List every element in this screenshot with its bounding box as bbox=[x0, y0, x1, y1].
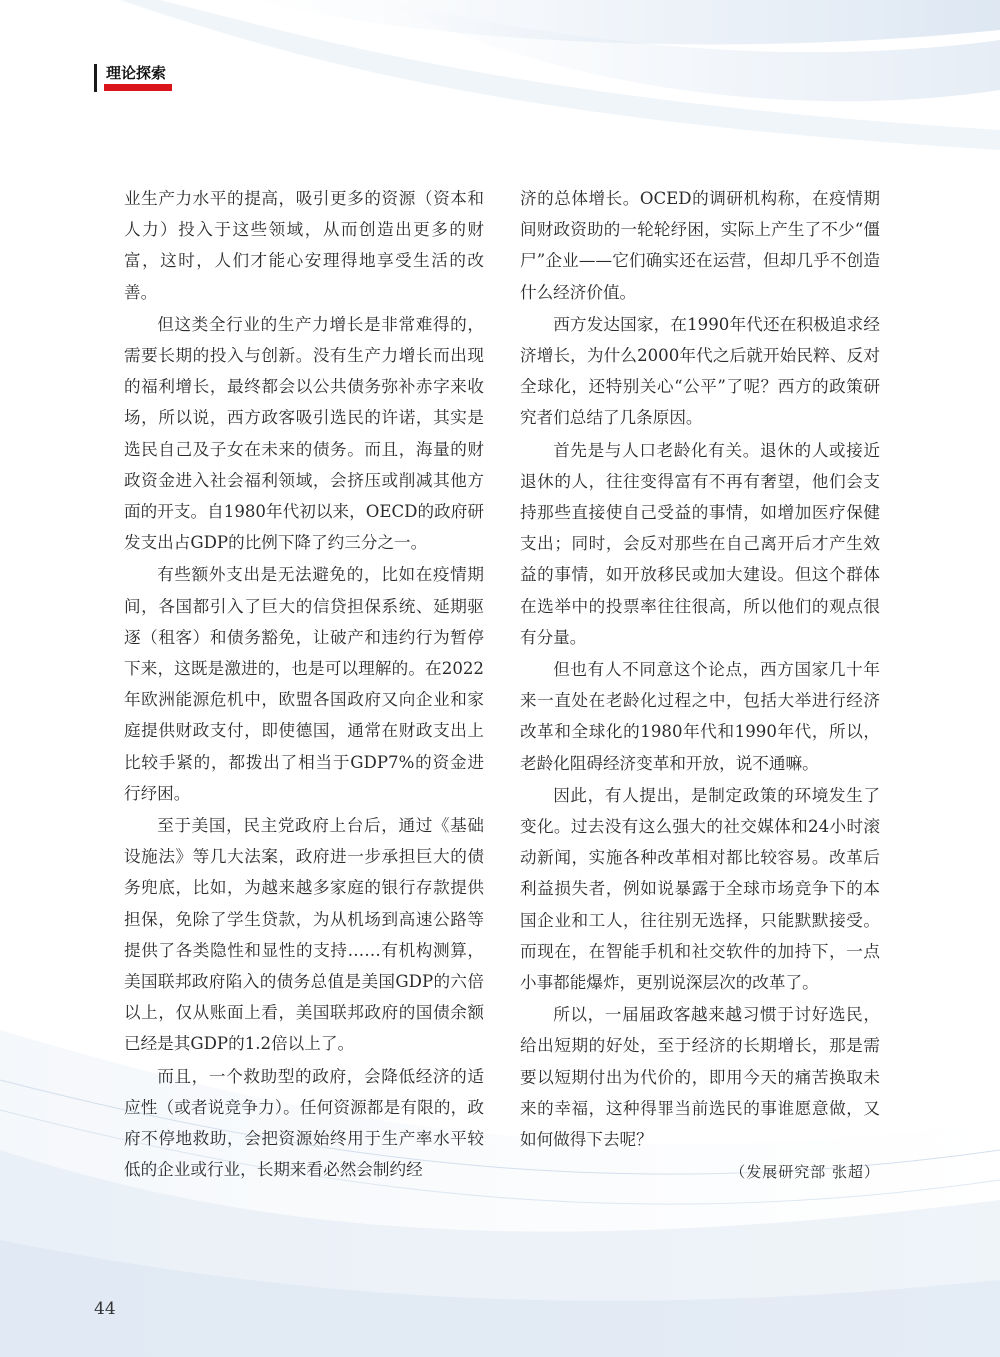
paragraph: 至于美国，民主党政府上台后，通过《基础设施法》等几大法案，政府进一步承担巨大的债务兜底，比如，为越来越多家庭的银行存款提供担保，免除了学生贷款，为从机场到高速公路等提供了各类隐性和显性的支持……有机构测算，美国联邦政府陷入的债务总值是美国GDP的六倍以上，仅从账面上看，美国联邦政府的国债余额已经是其GDP的1.2倍以上了。 bbox=[124, 816, 484, 1054]
paragraph: 首先是与人口老龄化有关。退休的人或接近退休的人，往往变得富有不再有奢望，他们会支持那些直接使自己受益的事情，如增加医疗保健支出；同时，会反对那些在自己离开后才产生效益的事情，如开放移民或加大建设。但这个群体在选举中的投票率往往很高，所以他们的观点很有分量。 bbox=[520, 440, 880, 647]
paragraph: 但这类全行业的生产力增长是非常难得的，需要长期的投入与创新。没有生产力增长而出现的福利增长，最终都会以公共债务弥补赤字来收场，所以说，西方政客吸引选民的许诺，其实是选民自己及子女在未来的债务。而且，海量的财政资金进入社会福利领域，会挤压或削减其他方面的开支。自1980年代初以来，OECD的政府研发支出占GDP的比例下降了约三分之一。 bbox=[124, 314, 484, 553]
header-vertical-bar bbox=[94, 64, 97, 92]
paragraph: 所以，一届届政客越来越习惯于讨好选民，给出短期的好处，至于经济的长期增长，那是需要以短期付出为代价的，即用今天的痛苦换取未来的幸福，这种得罪当前选民的事谁愿意做，又如何做得下去呢？ bbox=[520, 1005, 880, 1150]
paragraph: 西方发达国家，在1990年代还在积极追求经济增长，为什么2000年代之后就开始民粹、反对全球化，还特别关心“公平”了呢？西方的政策研究者们总结了几条原因。 bbox=[520, 314, 880, 428]
left-column bbox=[124, 183, 484, 1187]
paragraph: 但也有人不同意这个论点，西方国家几十年来一直处在老龄化过程之中，包括大举进行经济改革和全球化的1980年代和1990年代，所以，老龄化阻碍经济变革和开放，说不通嘛。 bbox=[520, 660, 880, 773]
section-title: 理论探索 bbox=[106, 64, 167, 82]
author-signature: （发展研究部 张超） bbox=[730, 1163, 880, 1182]
paragraph: 因此，有人提出，是制定政策的环境发生了变化。过去没有这么强大的社交媒体和24小时滚动新闻，实施各种改革相对都比较容易。改革后利益损失者，例如说暴露于全球市场竞争下的本国企业和工人，往往别无选择，只能默默接受。而现在，在智能手机和社交软件的加持下，一点小事都能爆炸，更别说深层次的改革了。 bbox=[520, 785, 880, 993]
right-column bbox=[520, 183, 880, 1190]
paragraph: 业生产力水平的提高，吸引更多的资源（资本和人力）投入于这些领域，从而创造出更多的财富，这时，人们才能心安理得地享受生活的改善。 bbox=[124, 189, 484, 302]
header-red-underline bbox=[104, 84, 172, 91]
paragraph: 有些额外支出是无法避免的，比如在疫情期间，各国都引入了巨大的信贷担保系统、延期驱逐（租客）和债务豁免，让破产和违约行为暂停下来，这既是激进的，也是可以理解的。在2022年欧洲能源危机中，欧盟各国政府又向企业和家庭提供财政支付，即使德国，通常在财政支出上比较手紧的，都拨出了相当于GDP7%的资金进行纾困。 bbox=[124, 565, 484, 803]
page-number: 44 bbox=[94, 1299, 116, 1319]
paragraph: 而且，一个救助型的政府，会降低经济的适应性（或者说竞争力）。任何资源都是有限的，政府不停地救助，会把资源始终用于生产率水平较低的企业或行业，长期来看必然会制约经 bbox=[124, 1066, 484, 1180]
paragraph: 济的总体增长。OCED的调研机构称，在疫情期间财政资助的一轮轮纾困，实际上产生了不少“僵尸”企业——它们确实还在运营，但却几乎不创造什么经济价值。 bbox=[520, 189, 880, 302]
